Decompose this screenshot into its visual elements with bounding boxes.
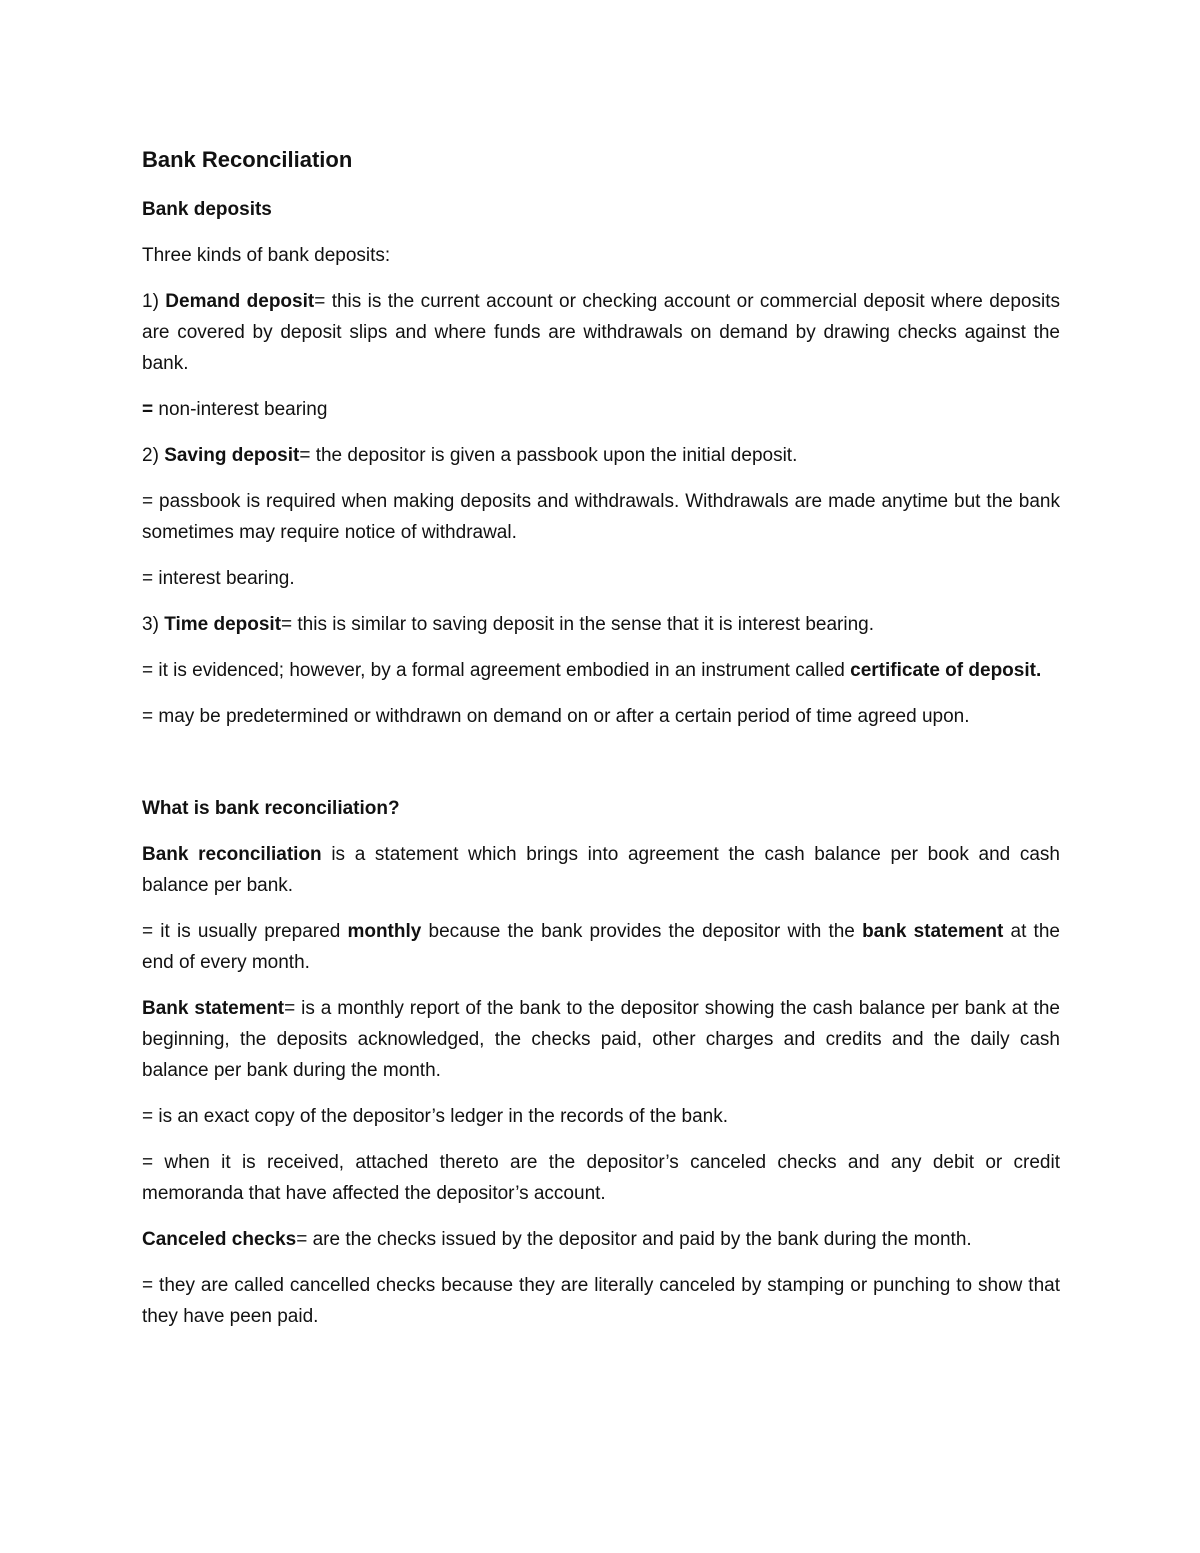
equals-sign: = <box>142 399 154 420</box>
bank-statement-note-1: = is an exact copy of the depositor’s ledger in the records of the bank. <box>142 1106 729 1127</box>
canceled-checks-note: = they are called cancelled checks because they are literally canceled by stamping or punching to show that they have peen paid. <box>142 1275 1060 1327</box>
bank-statement-definition <box>142 993 1060 1086</box>
monthly-note-text: = it is usually prepared <box>142 921 348 942</box>
document-title: Bank Reconciliation <box>142 147 353 172</box>
time-deposit-note-1 <box>142 655 1060 686</box>
item-number: 2) <box>142 445 165 466</box>
item-number: 3) <box>142 614 165 635</box>
reconciliation-definition-text: is a statement which brings into agreement the cash balance per book and cash balance per bank. <box>142 844 1060 896</box>
monthly-note-end: at the end of every month. <box>142 921 1060 973</box>
monthly-note-mid: because the bank provides the depositor with the <box>421 921 863 942</box>
saving-deposit-definition: = the depositor is given a passbook upon the initial deposit. <box>299 445 798 466</box>
reconciliation-monthly-note <box>142 916 1060 978</box>
saving-deposit-note-2: = interest bearing. <box>142 568 295 589</box>
time-note-text: = it is evidenced; however, by a formal agreement embodied in an instrument called <box>142 660 851 681</box>
saving-deposit-paragraph <box>142 440 1060 471</box>
term-monthly: monthly <box>347 921 422 942</box>
term-canceled-checks: Canceled checks <box>142 1229 297 1250</box>
term-time-deposit: Time deposit <box>164 614 282 635</box>
time-deposit-note-2: = may be predetermined or withdrawn on demand on or after a certain period of time agreed upon. <box>142 706 970 727</box>
time-deposit-paragraph <box>142 609 1060 640</box>
term-bank-statement: Bank statement <box>142 998 285 1019</box>
demand-deposit-note <box>142 394 1060 425</box>
section-heading-what-is-reconciliation: What is bank reconciliation? <box>142 798 400 819</box>
saving-deposit-note-1: = passbook is required when making deposits and withdrawals. Withdrawals are made anytime but the bank sometimes may require notice of withdrawal. <box>142 491 1060 543</box>
bank-statement-definition-text: = is a monthly report of the bank to the depositor showing the cash balance per bank at the beginning, the deposits acknowledged, the checks paid, other charges and credits and the daily cash balance per bank during the month. <box>142 998 1060 1081</box>
reconciliation-definition <box>142 839 1060 901</box>
term-demand-deposit: Demand deposit <box>165 291 315 312</box>
demand-note-text: non-interest bearing <box>153 399 328 420</box>
canceled-checks-definition-text: = are the checks issued by the depositor and paid by the bank during the month. <box>296 1229 972 1250</box>
term-bank-reconciliation: Bank reconciliation <box>142 844 322 865</box>
canceled-checks-definition <box>142 1224 1060 1255</box>
demand-deposit-definition: = this is the current account or checking account or commercial deposit where deposits are covered by deposit slips and where funds are withdrawals on demand by drawing checks against the bank. <box>142 291 1060 374</box>
bank-statement-note-2: = when it is received, attached thereto are the depositor’s canceled checks and any debit or credit memoranda that have affected the depositor’s account. <box>142 1152 1060 1204</box>
demand-deposit-paragraph <box>142 286 1060 379</box>
term-saving-deposit: Saving deposit <box>164 445 300 466</box>
section-heading-bank-deposits: Bank deposits <box>142 199 272 220</box>
time-deposit-definition: = this is similar to saving deposit in the sense that it is interest bearing. <box>281 614 875 635</box>
term-certificate-of-deposit: certificate of deposit. <box>850 660 1042 681</box>
term-bank-statement-inline: bank statement <box>862 921 1004 942</box>
item-number: 1) <box>142 291 166 312</box>
section-spacer <box>142 747 1060 793</box>
document-page <box>142 146 1060 1347</box>
intro-paragraph: Three kinds of bank deposits: <box>142 245 391 266</box>
